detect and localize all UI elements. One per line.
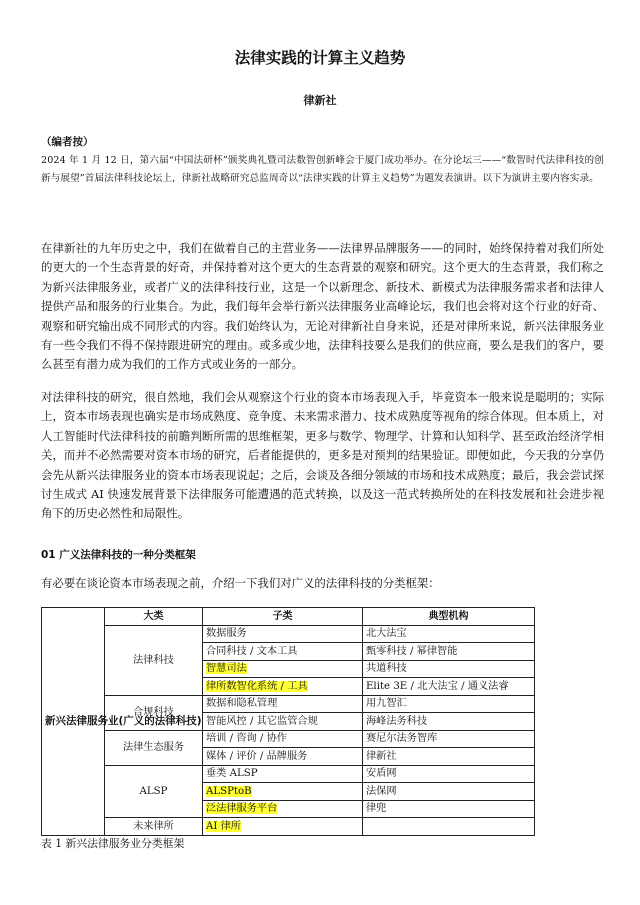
subcategory-label: 垂类 ALSP <box>206 768 258 780</box>
organization-cell: Elite 3E / 北大法宝 / 通义法睿 <box>363 678 535 696</box>
organization-cell: 安盾网 <box>363 765 535 783</box>
subcategory-label: 智能风控 / 其它监管合规 <box>206 715 318 727</box>
document-author: 律新社 <box>303 94 337 107</box>
table-row <box>42 818 535 836</box>
subcategory-label: 律所数智化系统 / 工具 <box>206 680 308 692</box>
subcategory-cell <box>203 783 363 801</box>
organization-cell: 用九智汇 <box>363 695 535 713</box>
subcategory-label: AI 律所 <box>206 820 241 832</box>
table-row <box>42 765 535 783</box>
editor-note-heading: （编者按） <box>41 136 94 148</box>
subcategory-label: 泛法律服务平台 <box>206 803 278 815</box>
organization-cell: 赛尼尔法务智库 <box>363 730 535 748</box>
table-row <box>42 730 535 748</box>
table-header-cell: 子类 <box>203 608 363 626</box>
document-title: 法律实践的计算主义趋势 <box>234 49 406 67</box>
organization-cell: 律新社 <box>363 748 535 766</box>
subcategory-label: 智慧司法 <box>206 663 247 675</box>
subcategory-cell <box>203 748 363 766</box>
category-cell: 合规科技 <box>105 695 203 730</box>
body-paragraph: 对法律科技的研究，很自然地，我们会从观察这个行业的资本市场表现入手，毕竟资本一般来说是聪明的；实际上，资本市场表现也确实是市场成熟度、竞争度、未来需求潜力、技术成熟度等视角的综合体现。但本质上，对人工智能时代法律科技的前瞻判断所需的思维框架，更多与数学、物理学、计算和认知科学、甚至政治经济学相关，而并不必然需要对资本市场的研究，后者能提供的，更多是对预判的结果验证。即便如此，今天我的分享仍会先从新兴法律服务业的资本市场表现说起；之后，会谈及各细分领域的市场和技术成熟度；最后，我会尝试探讨生成式 AI 快速发展背景下法律服务可能遭遇的范式转换，以及这一范式转换所处的在科技发展和社会进步视角下的历史必然性和局限性。 <box>41 390 604 521</box>
table-row <box>42 625 535 643</box>
subcategory-cell <box>203 800 363 818</box>
organization-cell: 甄零科技 / 幂律智能 <box>363 643 535 661</box>
subcategory-label: 数据服务 <box>206 628 247 640</box>
subcategory-cell <box>203 765 363 783</box>
organization-cell: 法保网 <box>363 783 535 801</box>
subcategory-label: 媒体 / 评价 / 品牌服务 <box>206 750 308 762</box>
organization-cell: 共道科技 <box>363 660 535 678</box>
subcategory-cell <box>203 818 363 836</box>
section-heading: 01 广义法律科技的一种分类框架 <box>41 549 196 561</box>
table-header-cell: 典型机构 <box>363 608 535 626</box>
subcategory-cell <box>203 643 363 661</box>
subcategory-cell <box>203 713 363 731</box>
subcategory-cell <box>203 625 363 643</box>
classification-table <box>41 607 535 836</box>
organization-cell: 律兜 <box>363 800 535 818</box>
editor-note-text: 2024 年 1 月 12 日，第六届“中国法研杯”颁奖典礼暨司法数智创新峰会于厦门成功举办。在分论坛三——“数智时代法律科技的创新与展望”首届法律科技论坛上，律新社战略研究总监周奇以“法律实践的计算主义趋势”为题发表演讲。以下为演讲主要内容实录。 <box>41 155 604 184</box>
body-paragraph: 在律新社的九年历史之中，我们在做着自己的主营业务——法律界品牌服务——的同时，始终保持着对我们所处的更大的一个生态背景的好奇，并保持着对这个更大的生态背景的观察和研究。这个更大的生态背景，我们称之为新兴法律服务业，或者广义的法律科技行业，这是一个以新理念、新技术、新模式为法律服务需求者和法律人提供产品和服务的行业集合。为此，我们每年会举行新兴法律服务业高峰论坛，我们也会将对这个行业的好奇、观察和研究输出成不同形式的内容。我们始终认为，无论对律新社自身来说，还是对律所来说，新兴法律服务业有一些令我们不得不保持跟进研究的理由。或多或少地，法律科技要么是我们的供应商，要么是我们的客户，要么甚至有潜力成为我们的工作方式或业务的一部分。 <box>41 241 604 372</box>
table-header-row <box>42 608 535 626</box>
category-cell: 法律生态服务 <box>105 730 203 765</box>
subcategory-cell <box>203 678 363 696</box>
subcategory-cell <box>203 695 363 713</box>
subcategory-label: 培训 / 咨询 / 协作 <box>206 733 287 745</box>
organization-cell <box>363 818 535 836</box>
table-row <box>42 695 535 713</box>
table-header-cell: 大类 <box>105 608 203 626</box>
subcategory-label: ALSPtoB <box>206 785 252 797</box>
table-caption: 表 1 新兴法律服务业分类框架 <box>41 837 185 850</box>
category-cell: ALSP <box>105 765 203 818</box>
category-cell: 未来律所 <box>105 818 203 836</box>
subcategory-label: 合同科技 / 文本工具 <box>206 645 298 657</box>
organization-cell: 海峰法务科技 <box>363 713 535 731</box>
subcategory-cell <box>203 730 363 748</box>
section-intro: 有必要在谈论资本市场表现之前，介绍一下我们对广义的法律科技的分类框架： <box>41 576 440 590</box>
subcategory-cell <box>203 660 363 678</box>
subcategory-label: 数据和隐私管理 <box>206 698 278 710</box>
organization-cell: 北大法宝 <box>363 625 535 643</box>
table-category-group: 新兴法律服务业(广义的法律科技) <box>42 608 105 836</box>
category-cell: 法律科技 <box>105 625 203 695</box>
